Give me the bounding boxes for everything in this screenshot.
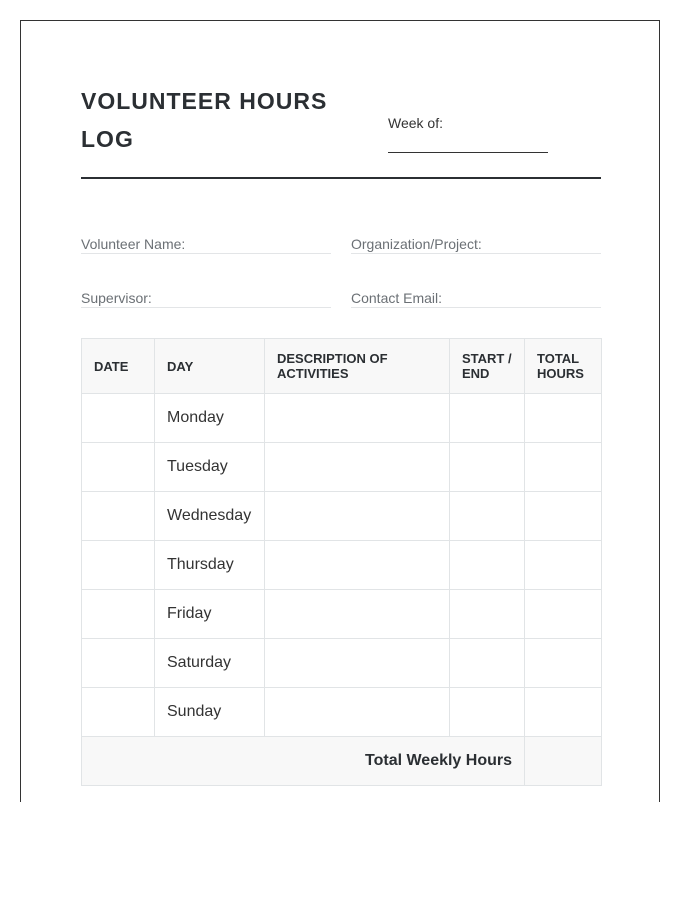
day-cell: Saturday xyxy=(155,639,265,688)
date-cell[interactable] xyxy=(82,688,155,737)
document-title: VOLUNTEER HOURS LOG xyxy=(81,88,328,152)
organization-project-field[interactable] xyxy=(351,229,601,254)
organization-project-label: Organization/Project: xyxy=(351,236,482,252)
description-cell[interactable] xyxy=(265,688,450,737)
day-cell: Sunday xyxy=(155,688,265,737)
date-cell[interactable] xyxy=(82,639,155,688)
start-end-cell[interactable] xyxy=(450,688,525,737)
start-end-cell[interactable] xyxy=(450,443,525,492)
supervisor-label: Supervisor: xyxy=(81,290,152,306)
day-cell: Thursday xyxy=(155,541,265,590)
total-hours-cell[interactable] xyxy=(525,639,602,688)
total-hours-cell[interactable] xyxy=(525,541,602,590)
supervisor-field[interactable] xyxy=(81,283,331,308)
day-cell: Friday xyxy=(155,590,265,639)
volunteer-name-field[interactable] xyxy=(81,229,331,254)
table-row xyxy=(82,443,602,492)
day-cell: Monday xyxy=(155,394,265,443)
total-weekly-hours-label: Total Weekly Hours xyxy=(82,737,525,786)
total-weekly-hours-cell[interactable] xyxy=(525,737,602,786)
contact-email-field[interactable] xyxy=(351,283,601,308)
total-row xyxy=(82,737,602,786)
table-header-row xyxy=(82,339,602,394)
start-end-cell[interactable] xyxy=(450,541,525,590)
total-hours-cell[interactable] xyxy=(525,590,602,639)
week-of-label: Week of: xyxy=(388,115,443,131)
total-hours-cell[interactable] xyxy=(525,688,602,737)
table-row xyxy=(82,492,602,541)
total-hours-cell[interactable] xyxy=(525,443,602,492)
header-date: DATE xyxy=(82,339,155,394)
header-start-end: START / END xyxy=(450,339,525,394)
table-row xyxy=(82,541,602,590)
hours-table xyxy=(81,338,602,786)
table-row xyxy=(82,590,602,639)
start-end-cell[interactable] xyxy=(450,639,525,688)
header-divider xyxy=(81,177,601,179)
header-description: DESCRIPTION OF ACTIVITIES xyxy=(265,339,450,394)
table-row xyxy=(82,688,602,737)
header-day: DAY xyxy=(155,339,265,394)
header-total-hours: TOTAL HOURS xyxy=(525,339,602,394)
week-of-field[interactable] xyxy=(388,152,548,153)
table-row xyxy=(82,639,602,688)
total-hours-cell[interactable] xyxy=(525,394,602,443)
description-cell[interactable] xyxy=(265,590,450,639)
start-end-cell[interactable] xyxy=(450,590,525,639)
date-cell[interactable] xyxy=(82,541,155,590)
date-cell[interactable] xyxy=(82,394,155,443)
total-hours-cell[interactable] xyxy=(525,492,602,541)
start-end-cell[interactable] xyxy=(450,394,525,443)
contact-email-label: Contact Email: xyxy=(351,290,443,306)
date-cell[interactable] xyxy=(82,590,155,639)
day-cell: Tuesday xyxy=(155,443,265,492)
date-cell[interactable] xyxy=(82,443,155,492)
description-cell[interactable] xyxy=(265,492,450,541)
start-end-cell[interactable] xyxy=(450,492,525,541)
description-cell[interactable] xyxy=(265,394,450,443)
volunteer-name-label: Volunteer Name: xyxy=(81,236,186,252)
table-row xyxy=(82,394,602,443)
description-cell[interactable] xyxy=(265,443,450,492)
description-cell[interactable] xyxy=(265,541,450,590)
description-cell[interactable] xyxy=(265,639,450,688)
day-cell: Wednesday xyxy=(155,492,265,541)
date-cell[interactable] xyxy=(82,492,155,541)
